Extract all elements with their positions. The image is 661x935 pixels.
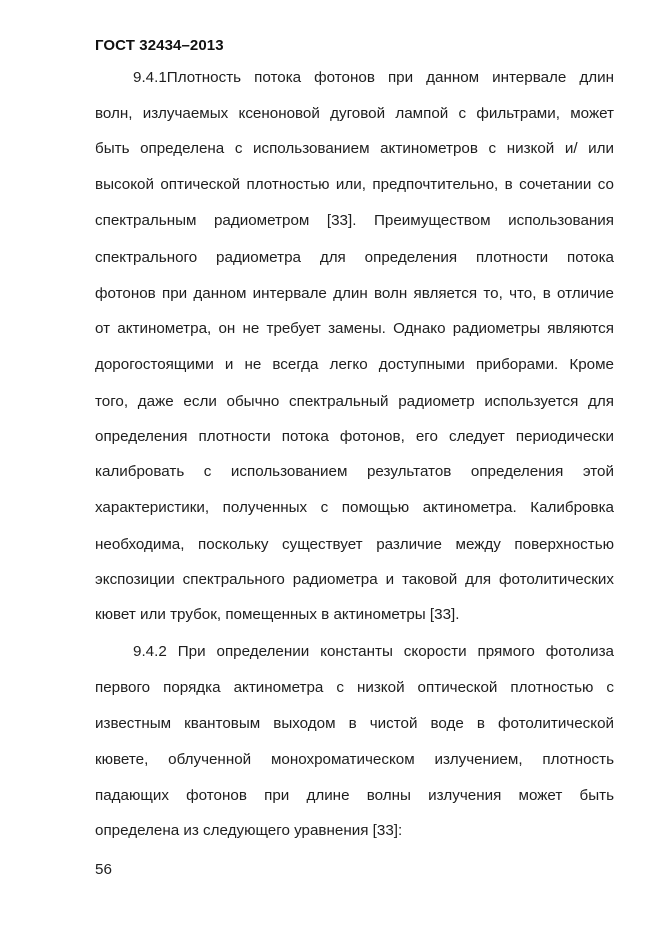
page-number: 56: [95, 861, 112, 878]
text-line: известным квантовым выходом в чистой воде в фотолитической: [95, 715, 614, 732]
document-header: ГОСТ 32434–2013: [95, 37, 224, 54]
text-line: фотонов при данном интервале длин волн является то, что, в отличие: [95, 285, 614, 302]
text-line: 9.4.2 При определении константы скорости прямого фотолиза: [133, 643, 614, 660]
text-line: кювет или трубок, помещенных в актинометры [33].: [95, 606, 460, 623]
text-line: экспозиции спектрального радиометра и таковой для фотолитических: [95, 571, 614, 588]
text-line: того, даже если обычно спектральный радиометр используется для: [95, 393, 614, 410]
text-line: определения плотности потока фотонов, его следует периодически: [95, 428, 614, 445]
text-line: волн, излучаемых ксеноновой дуговой лампой с фильтрами, может: [95, 105, 614, 122]
text-line: первого порядка актинометра с низкой оптической плотностью с: [95, 679, 614, 696]
text-line: 9.4.1Плотность потока фотонов при данном интервале длин: [133, 69, 614, 86]
text-line: спектрального радиометра для определения плотности потока: [95, 249, 614, 266]
text-line: необходима, поскольку существует различие между поверхностью: [95, 536, 614, 553]
text-line: падающих фотонов при длине волны излучения может быть: [95, 787, 614, 804]
text-line: определена из следующего уравнения [33]:: [95, 822, 403, 839]
text-line: высокой оптической плотностью или, предпочтительно, в сочетании со: [95, 176, 614, 193]
text-line: дорогостоящими и не всегда легко доступными приборами. Кроме: [95, 356, 614, 373]
text-line: калибровать с использованием результатов определения этой: [95, 463, 614, 480]
text-line: от актинометра, он не требует замены. Однако радиометры являются: [95, 320, 614, 337]
text-line: быть определена с использованием актинометров с низкой и/ или: [95, 140, 614, 157]
text-line: характеристики, полученных с помощью актинометра. Калибровка: [95, 499, 614, 516]
text-line: кювете, облученной монохроматическом излучением, плотность: [95, 751, 614, 768]
text-line: спектральным радиометром [33]. Преимуществом использования: [95, 212, 614, 229]
